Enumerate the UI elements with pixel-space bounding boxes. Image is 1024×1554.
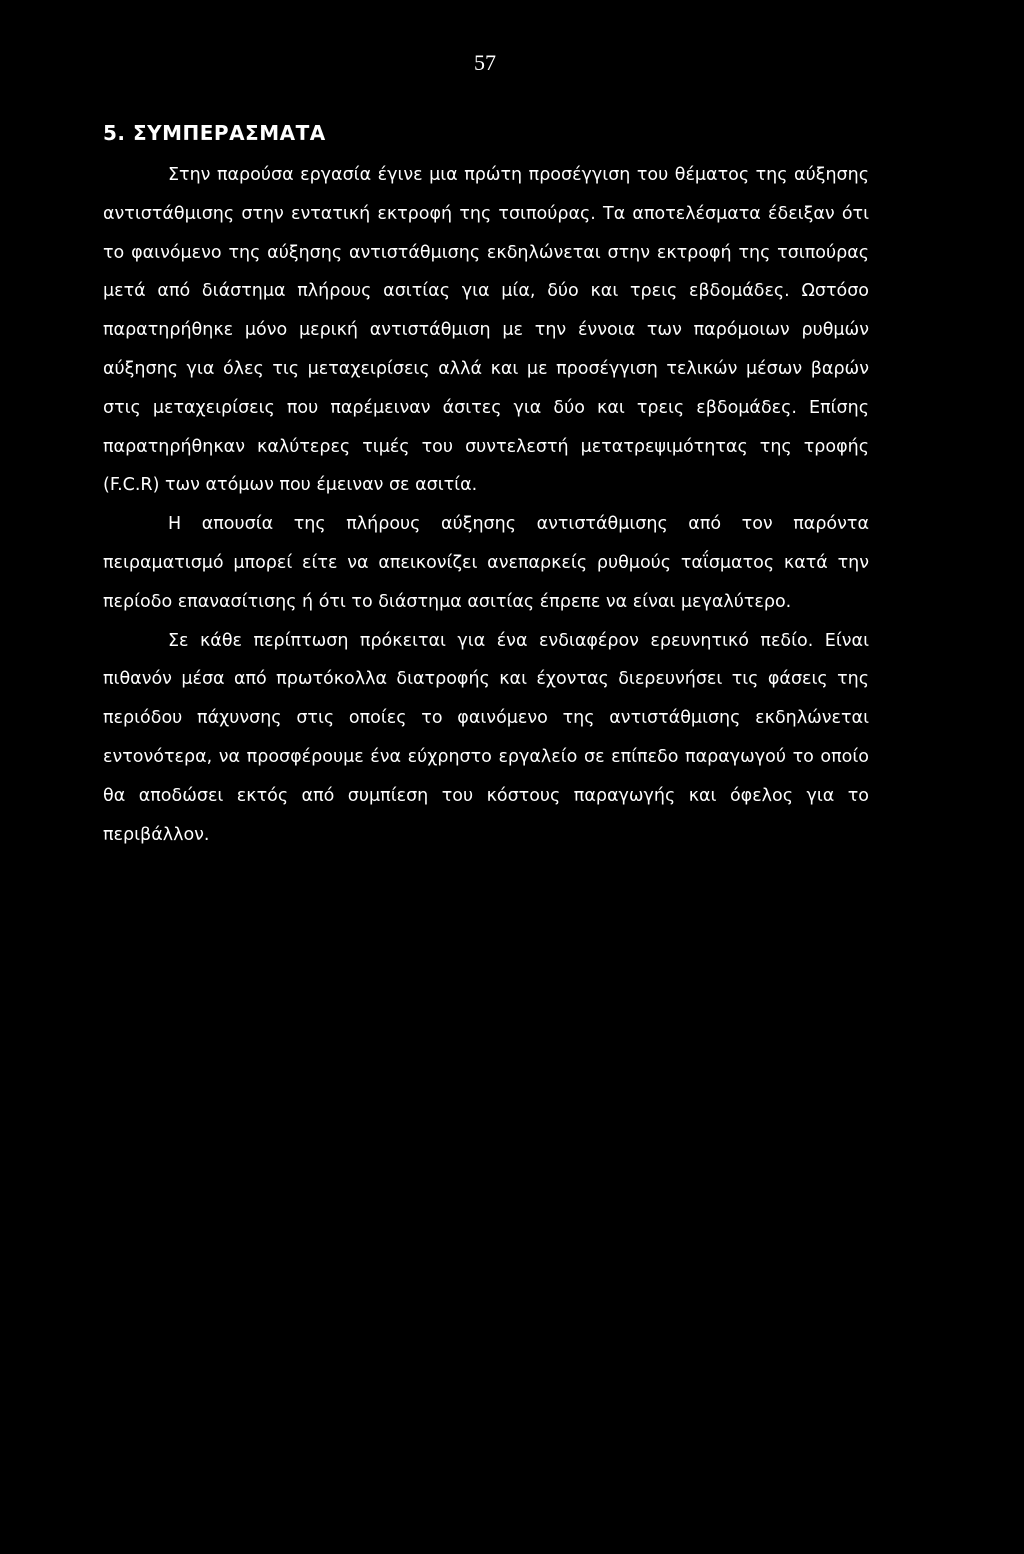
section-heading: 5. ΣΥΜΠΕΡΑΣΜΑΤΑ	[103, 121, 326, 145]
paragraph-2: Η απουσία της πλήρους αύξησης αντιστάθμισης από τον παρόντα πειραματισμό μπορεί είτε να απεικονίζει ανεπαρκείς ρυθμούς ταΐσματος κατά την περίοδο επανασίτισης ή ότι το διάστημα ασιτίας έπρεπε να είναι μεγαλύτερο.	[103, 514, 869, 612]
page-number: 57	[474, 50, 496, 75]
paragraph-1: Στην παρούσα εργασία έγινε μια πρώτη προσέγγιση του θέματος της αύξησης αντιστάθμισης στην εντατική εκτροφή της τσιπούρας. Τα αποτελέσματα έδειξαν ότι το φαινόμενο της αύξησης αντιστάθμισης εκδηλώνεται στην εκτροφή της τσιπούρας μετά από διάστημα πλήρους ασιτίας για μία, δύο και τρεις εβδομάδες. Ωστόσο παρατηρήθηκε μόνο μερική αντιστάθμιση με την έννοια των παρόμοιων ρυθμών αύξησης για όλες τις μεταχειρίσεις αλλά και με προσέγγιση τελικών μέσων βαρών στις μεταχειρίσεις που παρέμειναν άσιτες για δύο και τρεις εβδομάδες. Επίσης παρατηρήθηκαν καλύτερες τιμές του συντελεστή μετατρεψιμότητας της τροφής (F.C.R) των ατόμων που έμειναν σε ασιτία.	[103, 165, 869, 496]
body-text	[103, 156, 869, 854]
paragraph-3: Σε κάθε περίπτωση πρόκειται για ένα ενδιαφέρον ερευνητικό πεδίο. Είναι πιθανόν μέσα από πρωτόκολλα διατροφής και έχοντας διερευνήσει τις φάσεις της περιόδου πάχυνσης στις οποίες το φαινόμενο της αντιστάθμισης εκδηλώνεται εντονότερα, να προσφέρουμε ένα εύχρηστο εργαλείο σε επίπεδο παραγωγού το οποίο θα αποδώσει εκτός από συμπίεση του κόστους παραγωγής και όφελος για το περιβάλλον.	[103, 630, 869, 845]
